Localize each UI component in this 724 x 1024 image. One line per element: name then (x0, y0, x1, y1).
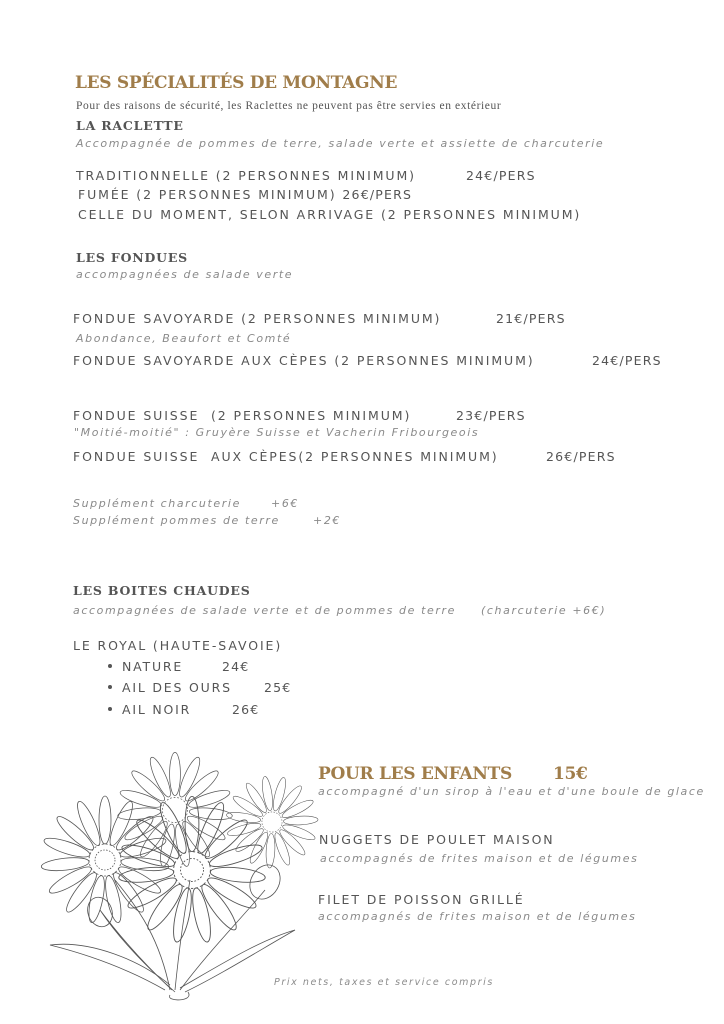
item-name: CELLE DU MOMENT, SELON ARRIVAGE (2 PERSONNES MINIMUM) (78, 207, 582, 222)
enfants-heading: POUR LES ENFANTS (318, 764, 512, 784)
bullet-icon (108, 664, 112, 668)
page-title: LES SPÉCIALITÉS DE MONTAGNE (75, 73, 398, 93)
fondue-savoyarde-detail: Abondance, Beaufort et Comté (76, 332, 292, 345)
fondue-suisse-cepes-price: 26€/PERS (546, 449, 616, 464)
enfants-item-nuggets-detail: accompagnés de frites maison et de légumes (320, 852, 639, 865)
boites-description: accompagnées de salade verte et de pommes de terre (73, 604, 456, 617)
raclette-item-fumee (78, 187, 412, 202)
raclette-item-moment (78, 207, 581, 222)
boites-variant-ail-ours-price: 25€ (264, 680, 292, 695)
raclette-description: Accompagnée de pommes de terre, salade verte et assiette de charcuterie (76, 137, 605, 150)
boites-variant-nature-price: 24€ (222, 659, 250, 674)
safety-notice: Pour des raisons de sécurité, les Raclettes ne peuvent pas être servies en extérieur (76, 100, 502, 112)
item-price: 26€/PERS (342, 187, 413, 202)
boites-variant-ail-noir-price: 26€ (232, 702, 260, 717)
boites-variant-ail-noir: AIL NOIR (108, 702, 191, 717)
boites-extra: (charcuterie +6€) (481, 604, 607, 617)
fondue-savoyarde-cepes-price: 24€/PERS (592, 353, 662, 368)
fondues-description: accompagnées de salade verte (76, 268, 294, 281)
fondue-suisse-cepes: FONDUE SUISSE AUX CÈPES(2 PERSONNES MINIMUM) (73, 449, 499, 464)
enfants-item-poisson: FILET DE POISSON GRILLÉ (318, 892, 525, 907)
bullet-icon (108, 707, 112, 711)
boites-product: LE ROYAL (HAUTE-SAVOIE) (73, 638, 283, 653)
item-name: TRADITIONNELLE (2 PERSONNES MINIMUM) (76, 168, 416, 183)
daisy-bouquet-icon (20, 740, 320, 1010)
footer-note: Prix nets, taxes et service compris (274, 977, 494, 988)
supplement-charcuterie-price: +6€ (271, 497, 300, 510)
fondue-suisse-detail: "Moitié-moitié" : Gruyère Suisse et Vacherin Fribourgeois (74, 426, 480, 439)
fondue-suisse-price: 23€/PERS (456, 408, 526, 423)
fondue-savoyarde-cepes: FONDUE SAVOYARDE AUX CÈPES (2 PERSONNES MINIMUM) (73, 353, 535, 368)
bullet-icon (108, 685, 112, 689)
enfants-item-nuggets: NUGGETS DE POULET MAISON (319, 832, 555, 847)
raclette-price-traditionnelle: 24€/PERS (466, 168, 536, 183)
fondue-savoyarde: FONDUE SAVOYARDE (2 PERSONNES MINIMUM) (73, 311, 442, 326)
fondues-heading: LES FONDUES (76, 250, 188, 265)
boites-variant-nature: NATURE (108, 659, 183, 674)
enfants-item-poisson-detail: accompagnés de frites maison et de légumes (318, 910, 637, 923)
fondue-savoyarde-price: 21€/PERS (496, 311, 566, 326)
item-name: FUMÉE (2 PERSONNES MINIMUM) (78, 187, 337, 202)
boites-heading: LES BOITES CHAUDES (73, 583, 251, 598)
supplement-charcuterie: Supplément charcuterie (73, 497, 241, 510)
fondue-suisse: FONDUE SUISSE (2 PERSONNES MINIMUM) (73, 408, 412, 423)
raclette-heading: LA RACLETTE (76, 118, 184, 133)
enfants-price: 15€ (553, 764, 588, 784)
boites-variant-ail-ours: AIL DES OURS (108, 680, 232, 695)
supplement-pommes: Supplément pommes de terre (73, 514, 280, 527)
raclette-item-traditionnelle (76, 168, 416, 183)
supplement-pommes-price: +2€ (313, 514, 342, 527)
enfants-description: accompagné d'un sirop à l'eau et d'une boule de glace (318, 785, 705, 798)
